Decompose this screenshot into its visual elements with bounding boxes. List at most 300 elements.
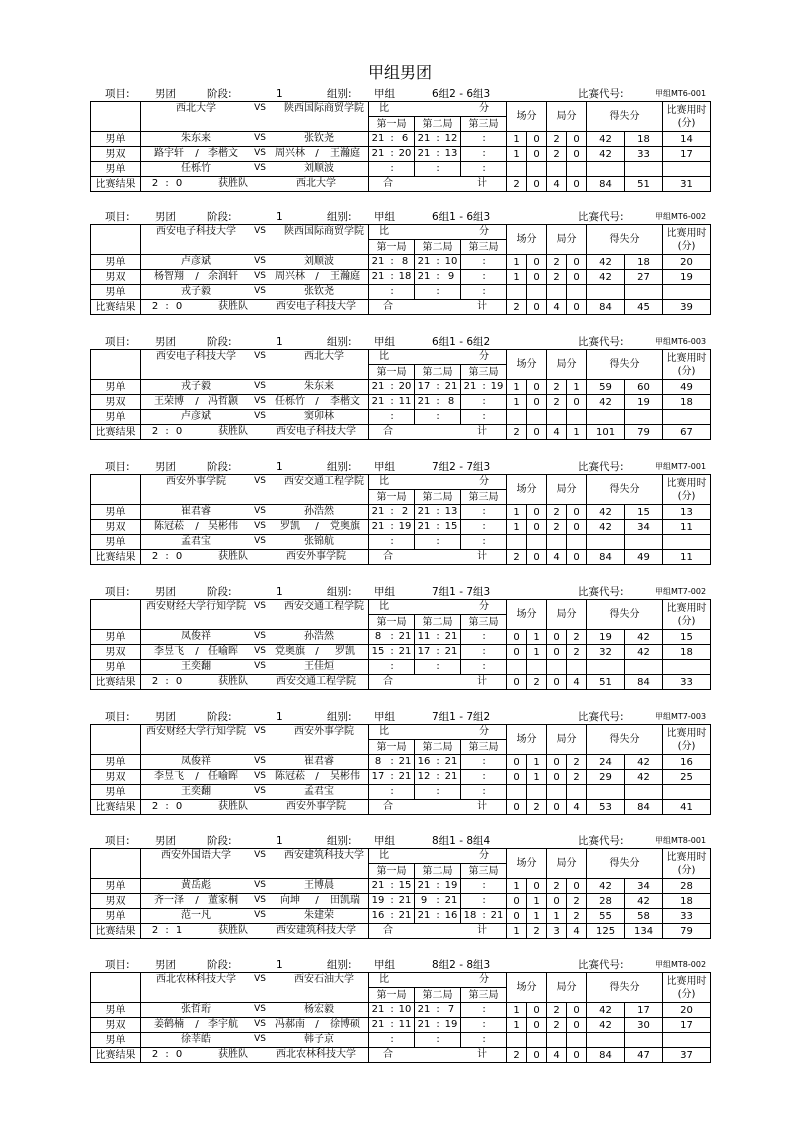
set2-b: 19 [444,880,458,891]
player-b1: 周兴林 [275,271,305,282]
ch-b: 0 [527,132,547,147]
set1-score [369,410,415,425]
total-pts-a: 101 [587,425,625,440]
team-b: 西安交通工程学院 [284,601,364,612]
bifen-header [369,973,507,988]
pts-b: 42 [625,894,663,909]
ji-label: 计 [477,676,487,687]
set1-a: 21 [371,506,385,517]
game-row [91,380,711,395]
set1-a: 21 [371,521,385,532]
set3-a: 18 [463,910,477,921]
player-b1: 朱建荣 [304,910,334,921]
set1-score [369,505,415,520]
set1-score [369,894,415,909]
changfen-header: 场分 [507,350,547,380]
winner-label: 获胜队 [218,178,248,189]
result-cell [141,425,369,440]
pts-a [587,410,625,425]
set1-colon: : [390,880,394,891]
game-time: 14 [663,132,711,147]
set3-colon: : [482,536,486,547]
game-type: 男双 [91,270,141,285]
match-code-label: 比赛代号: [578,586,624,598]
set1-colon: : [390,895,394,906]
time-unit: (分) [677,240,696,252]
group-value: 甲组 [374,461,395,473]
ju-b: 2 [567,630,587,645]
player-a2: 李楷文 [208,148,238,159]
pts-a: 42 [587,1003,625,1018]
ju-a [547,1033,567,1048]
teams-cell [141,102,369,132]
ch-a: 0 [507,755,527,770]
game-row [91,770,711,785]
match-code: 甲组MT8-001 [655,836,707,845]
set2-a: 21 [417,506,431,517]
set1-header: 第一局 [369,988,415,1003]
team-a: 西安外事学院 [166,476,226,487]
set1-b: 20 [398,148,412,159]
set1-colon: : [390,256,394,267]
set1-score [369,1033,415,1048]
player-b2: 党奥旗 [330,521,360,532]
set2-header: 第二局 [415,365,461,380]
game-time: 15 [663,630,711,645]
vs-label: VS [254,786,266,796]
set1-header: 第一局 [369,490,415,505]
team-b: 西安石油大学 [294,974,354,985]
game-type: 男双 [91,770,141,785]
set1-score [369,630,415,645]
match-code-label: 比赛代号: [578,835,624,847]
winner-team: 西安电子科技大学 [276,301,356,312]
player-a1: 王荣博 [154,396,184,407]
ju-b: 0 [567,132,587,147]
ju-a: 2 [547,505,567,520]
set3-score [461,255,507,270]
ju-a [547,410,567,425]
total-ch-a: 2 [507,425,527,440]
total-pts-a: 84 [587,1048,625,1063]
set2-colon: : [436,506,440,517]
score-a: 2 [151,925,159,936]
match-header [0,335,800,349]
ji-label: 计 [477,801,487,812]
ju-a: 0 [547,894,567,909]
vs-label: VS [254,771,266,781]
ch-b: 1 [527,755,547,770]
result-row [91,924,711,939]
result-row [91,425,711,440]
pts-b: 27 [625,270,663,285]
vs-label: VS [254,974,266,984]
game-row [91,879,711,894]
stage-label: 阶段: [207,586,232,598]
set3-score [461,162,507,177]
ch-a [507,785,527,800]
players-cell [141,909,369,924]
total-ch-b: 2 [527,800,547,815]
match-code-label: 比赛代号: [578,711,624,723]
event-label: 项目: [105,711,130,723]
game-time [663,1033,711,1048]
set2-score [415,770,461,785]
game-type: 男单 [91,162,141,177]
set2-a: 17 [417,646,431,657]
game-type: 男双 [91,520,141,535]
total-time: 41 [663,800,711,815]
pts-b: 42 [625,770,663,785]
match-block [0,87,800,199]
set2-header: 第二局 [415,615,461,630]
team-b: 西安交通工程学院 [284,476,364,487]
ch-b: 0 [527,879,547,894]
ju-a [547,535,567,550]
event-label: 项目: [105,88,130,100]
set3-score [461,630,507,645]
bifen-header [369,102,507,117]
set2-header: 第二局 [415,240,461,255]
total-label-cell [369,924,507,939]
set3-header: 第三局 [461,117,507,132]
ji-label: 计 [477,301,487,312]
game-time [663,162,711,177]
ch-b: 0 [527,270,547,285]
set2-a: 16 [417,756,431,767]
match-block [0,585,800,697]
match-code-label: 比赛代号: [578,461,624,473]
slash-b: / [315,895,319,906]
total-ju-a: 4 [547,177,567,192]
fen-label: 分 [479,351,489,362]
pts-b [625,162,663,177]
ch-a: 1 [507,255,527,270]
points-header: 得失分 [587,973,663,1003]
match-header [0,585,800,599]
set1-b: 20 [398,381,412,392]
players-cell [141,410,369,425]
fen-label: 分 [479,601,489,612]
total-ju-a: 0 [547,800,567,815]
ju-a: 2 [547,380,567,395]
match-table [90,224,711,315]
pts-a: 59 [587,380,625,395]
set1-header: 第一局 [369,740,415,755]
ch-a: 1 [507,1018,527,1033]
set3-score [461,380,507,395]
game-type: 男双 [91,147,141,162]
set2-b: 8 [447,396,455,407]
total-ju-a: 0 [547,675,567,690]
set1-score [369,785,415,800]
set1-score [369,879,415,894]
result-cell [141,800,369,815]
players-cell [141,1003,369,1018]
set3-header: 第三局 [461,490,507,505]
jufen-header: 局分 [547,475,587,505]
pts-b: 30 [625,1018,663,1033]
set2-header: 第二局 [415,490,461,505]
vs-label: VS [254,661,266,671]
set1-b: 8 [401,256,409,267]
set3-colon: : [482,256,486,267]
vs-label: VS [254,148,266,158]
vs-label: VS [254,286,266,296]
result-label: 比赛结果 [91,675,141,690]
match-code: 甲组MT6-003 [655,337,707,346]
time-label: 比赛用时 [666,227,707,239]
ch-b: 1 [527,630,547,645]
set1-colon: : [390,1004,394,1015]
he-label: 合 [383,676,393,687]
pts-a [587,660,625,675]
groups-value: 7组1 - 7组3 [432,586,491,598]
total-ju-b: 4 [567,675,587,690]
game-time: 20 [663,255,711,270]
player-a1: 王奕翻 [181,786,211,797]
group-value: 甲组 [374,336,395,348]
pts-b: 15 [625,505,663,520]
score-a: 2 [151,1049,159,1060]
set2-colon: : [436,521,440,532]
ch-b [527,162,547,177]
teams-cell [141,225,369,255]
ji-label: 计 [477,426,487,437]
result-cell [141,1048,369,1063]
points-header: 得失分 [587,475,663,505]
jufen-header: 局分 [547,849,587,879]
points-header: 得失分 [587,225,663,255]
player-a1: 任栎竹 [181,163,211,174]
player-b1: 韩子京 [304,1034,334,1045]
set3-colon: : [482,506,486,517]
game-time: 49 [663,380,711,395]
score-colon: : [165,551,169,562]
pts-a [587,285,625,300]
set1-colon: : [390,771,394,782]
total-ju-a: 3 [547,924,567,939]
total-ch-a: 0 [507,675,527,690]
total-time: 37 [663,1048,711,1063]
set1-a: 21 [371,1004,385,1015]
set1-colon: : [390,148,394,159]
vs-label: VS [254,256,266,266]
player-a1: 范一凡 [181,910,211,921]
result-cell [141,550,369,565]
slash-b: / [315,396,319,407]
set3-score [461,755,507,770]
vs-label: VS [254,1034,266,1044]
player-b1: 向坤 [280,895,300,906]
set3-colon: : [482,286,486,297]
total-pts-b: 84 [625,675,663,690]
ch-b: 0 [527,395,547,410]
set3-colon: : [482,631,486,642]
match-code-label: 比赛代号: [578,211,624,223]
pts-a [587,535,625,550]
set2-a: 11 [417,631,431,642]
ch-a: 1 [507,395,527,410]
event-label: 项目: [105,959,130,971]
changfen-header: 场分 [507,225,547,255]
player-b2: 李楷文 [330,396,360,407]
ch-b [527,285,547,300]
set1-a: 16 [371,910,385,921]
vs-label: VS [254,103,266,113]
changfen-header: 场分 [507,849,547,879]
match-table [90,848,711,939]
set1-score [369,1003,415,1018]
event-label: 项目: [105,835,130,847]
players-cell [141,785,369,800]
pts-a: 32 [587,645,625,660]
ju-b: 0 [567,395,587,410]
set2-colon: : [436,786,440,797]
set1-b: 15 [398,880,412,891]
set1-b: 6 [401,133,409,144]
total-pts-b: 84 [625,800,663,815]
pts-a: 42 [587,132,625,147]
players-cell [141,894,369,909]
slash-b: / [315,771,319,782]
set2-score [415,132,461,147]
set2-a: 21 [417,521,431,532]
set1-score [369,755,415,770]
ch-a: 0 [507,630,527,645]
group-value: 甲组 [374,711,395,723]
bi-label: 比 [379,476,389,487]
set2-colon: : [436,661,440,672]
match-header [0,87,800,101]
set1-b: 11 [398,1019,412,1030]
groups-value: 6组1 - 6组2 [432,336,491,348]
pts-b: 18 [625,132,663,147]
time-header [663,725,711,755]
set2-b: 21 [444,646,458,657]
result-label: 比赛结果 [91,177,141,192]
set3-colon: : [482,880,486,891]
pts-a: 42 [587,395,625,410]
set3-score [461,645,507,660]
set3-colon: : [482,786,486,797]
ch-b: 0 [527,520,547,535]
game-row [91,410,711,425]
winner-label: 获胜队 [218,1049,248,1060]
set1-b: 18 [398,271,412,282]
set1-a: 8 [374,631,382,642]
match-block [0,460,800,572]
pts-a: 42 [587,147,625,162]
player-b1: 崔君睿 [304,756,334,767]
blank-cell [91,973,141,1003]
match-block [0,335,800,447]
set1-colon: : [390,163,394,174]
groups-value: 7组1 - 7组2 [432,711,491,723]
bi-label: 比 [379,726,389,737]
score-a: 2 [151,426,159,437]
set1-b: 21 [398,631,412,642]
set3-header: 第三局 [461,240,507,255]
players-cell [141,395,369,410]
players-cell [141,285,369,300]
pts-a: 55 [587,909,625,924]
vs-label: VS [254,381,266,391]
ch-b [527,535,547,550]
score-colon: : [165,1049,169,1060]
ju-a: 0 [547,630,567,645]
player-a1: 孟君宝 [181,536,211,547]
set2-score [415,894,461,909]
score-a: 2 [151,301,159,312]
pts-b: 58 [625,909,663,924]
total-label-cell [369,1048,507,1063]
jufen-header: 局分 [547,973,587,1003]
bifen-header [369,600,507,615]
ch-a: 1 [507,147,527,162]
total-label-cell [369,425,507,440]
bi-label: 比 [379,974,389,985]
score-a: 2 [151,178,159,189]
bifen-header [369,475,507,490]
ji-label: 计 [477,551,487,562]
points-header: 得失分 [587,600,663,630]
vs-label: VS [254,1019,266,1029]
winner-label: 获胜队 [218,551,248,562]
set1-score [369,1018,415,1033]
jufen-header: 局分 [547,725,587,755]
vs-label: VS [254,396,266,406]
game-row [91,132,711,147]
pts-a: 24 [587,755,625,770]
players-cell [141,535,369,550]
event-value: 男团 [155,711,176,723]
match-block [0,958,800,1070]
set2-colon: : [436,411,440,422]
total-label-cell [369,800,507,815]
game-time: 25 [663,770,711,785]
set1-b: 21 [398,646,412,657]
game-time [663,535,711,550]
stage-label: 阶段: [207,336,232,348]
match-table [90,101,711,192]
match-code: 甲组MT6-001 [655,89,707,98]
total-label-cell [369,550,507,565]
bi-label: 比 [379,226,389,237]
pts-b: 34 [625,879,663,894]
set2-header: 第二局 [415,864,461,879]
set3-header: 第三局 [461,615,507,630]
set1-colon: : [390,521,394,532]
pts-b: 19 [625,395,663,410]
event-value: 男团 [155,461,176,473]
event-value: 男团 [155,586,176,598]
time-label: 比赛用时 [666,851,707,863]
stage-value: 1 [276,959,283,971]
set2-b: 15 [444,521,458,532]
time-label: 比赛用时 [666,602,707,614]
set1-score [369,255,415,270]
ju-b: 0 [567,270,587,285]
game-type: 男单 [91,410,141,425]
set2-colon: : [436,1004,440,1015]
bifen-header [369,225,507,240]
result-cell [141,675,369,690]
total-ju-b: 4 [567,800,587,815]
result-label: 比赛结果 [91,300,141,315]
set2-score [415,660,461,675]
event-label: 项目: [105,336,130,348]
